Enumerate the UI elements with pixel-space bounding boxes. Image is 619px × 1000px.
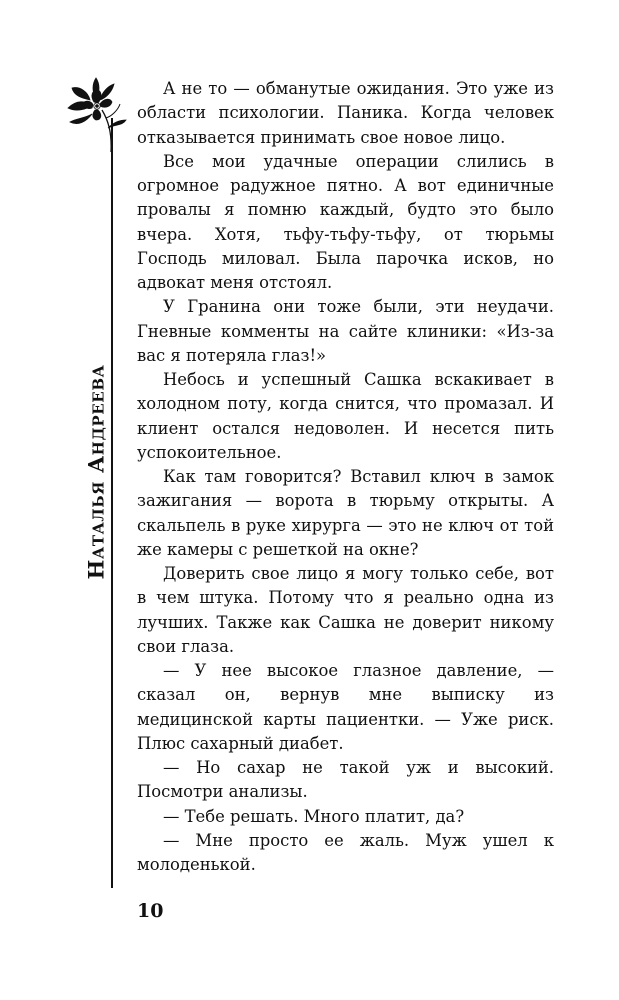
vertical-rule [111,118,113,888]
page-number: 10 [137,900,164,922]
flower-ornament-icon [62,70,132,154]
body-text [137,77,554,877]
paragraph: — Мне просто ее жаль. Муж ушел к молоденькой. [137,830,554,874]
paragraph: Небось и успешный Сашка вскакивает в холодном поту, когда снится, что промазал. И клиент остался недоволен. И несется пить успокоительное. [137,370,554,462]
paragraph: Все мои удачные операции слились в огромное радужное пятно. А вот единичные провалы я помню каждый, будто это было вчера. Хотя, тьфу-тьфу-тьфу, от тюрьмы Господь миловал. Была парочка исков, но адвокат меня отстоял. [137,151,554,292]
paragraph: У Гранина они тоже были, эти неудачи. Гневные комменты на сайте клиники: «Из-за вас я потеряла глаз!» [137,297,554,365]
paragraph: Как там говорится? Вставил ключ в замок зажигания — ворота в тюрьму открыты. А скальпель в руке хирурга — это не ключ от той же камеры с решеткой на окне? [137,467,554,559]
running-head-author: Наталья Андреева [83,364,109,580]
paragraph: Доверить свое лицо я могу только себе, вот в чем штука. Потому что я реально одна из лучших. Также как Сашка не доверит никому свои глаза. [137,564,554,656]
paragraph: — У нее высокое глазное давление, — сказал он, вернув мне выписку из медицинской карты пациентки. — Уже риск. Плюс сахарный диабет. [137,661,554,753]
paragraph: — Но сахар не такой уж и высокий. Посмотри анализы. [137,758,554,802]
paragraph: — Тебе решать. Много платит, да? [163,806,465,826]
paragraph: А не то — обманутые ожидания. Это уже из области психологии. Паника. Когда человек отказывается принимать свое новое лицо. [137,79,554,147]
